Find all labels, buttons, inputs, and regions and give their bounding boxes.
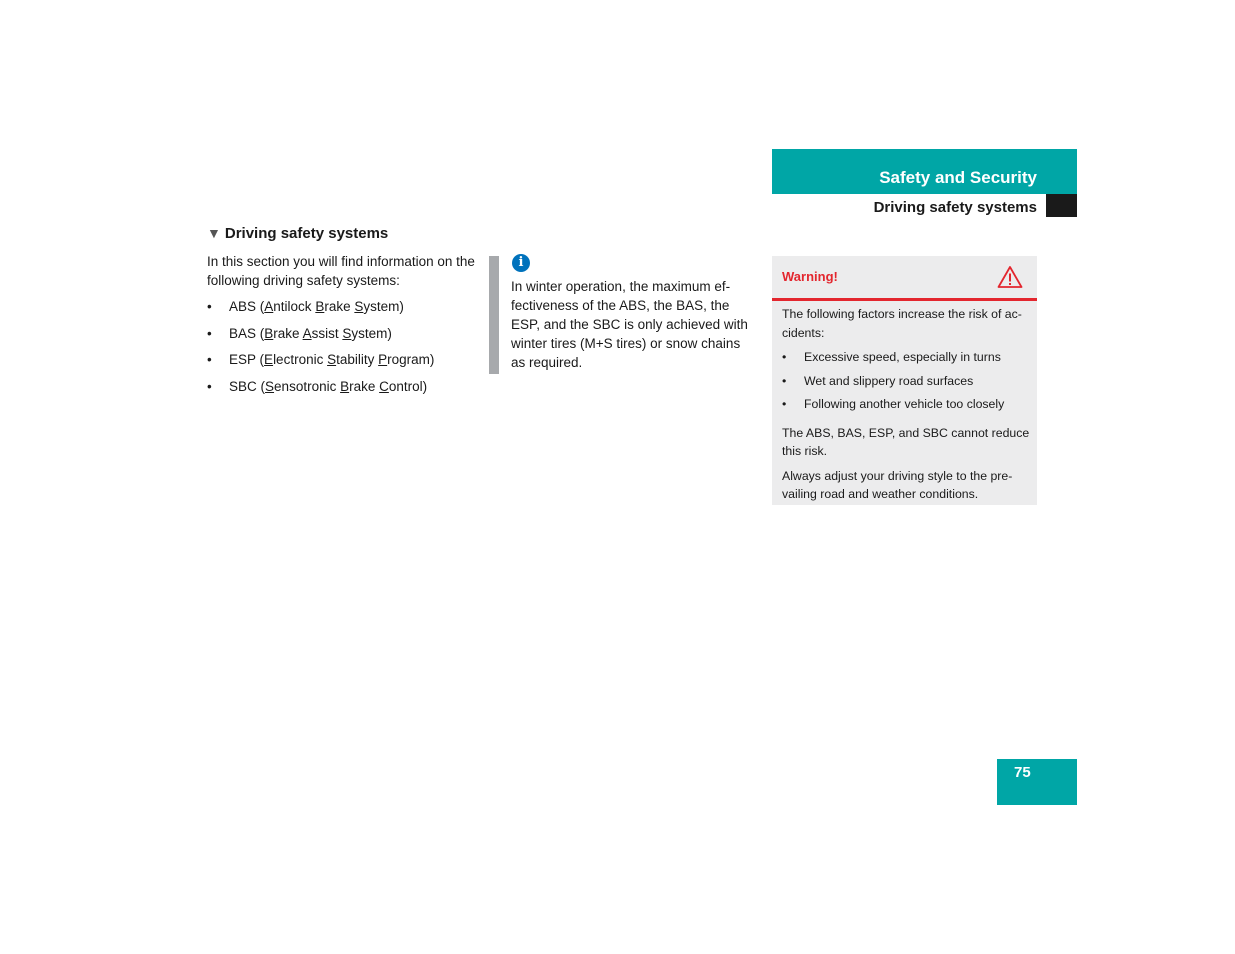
list-item: • ABS (Antilock Brake System) <box>207 299 404 314</box>
warning-box <box>772 256 1037 505</box>
bullet-icon: • <box>207 352 212 367</box>
intro-paragraph: In this section you will find information on the following driving safety systems: <box>207 254 475 288</box>
bullet-icon: • <box>207 325 212 341</box>
chapter-title: Safety and Security <box>879 168 1037 187</box>
warning-factors-list <box>782 348 1032 419</box>
page-number-box <box>997 759 1077 805</box>
chapter-header-bar <box>772 149 1077 194</box>
bullet-icon: • <box>207 299 212 314</box>
info-note-bar <box>489 256 499 374</box>
warning-label: Warning! <box>782 269 838 284</box>
section-heading-text: Driving safety systems <box>224 225 389 242</box>
section-marker-tab <box>1046 194 1077 217</box>
info-icon: i <box>512 254 530 272</box>
list-item: • Following another vehicle too closely <box>782 395 1032 419</box>
section-subtitle: Driving safety systems <box>873 199 1037 216</box>
warning-body <box>782 305 1032 504</box>
warning-header <box>772 256 1037 301</box>
bullet-icon: • <box>782 350 787 364</box>
page-number: 75 <box>1014 764 1031 781</box>
bullet-icon: • <box>782 397 787 411</box>
warning-triangle-icon <box>997 265 1023 289</box>
warning-advice: Always adjust your driving style to the pre-vailing road and weather conditions. <box>782 468 1013 501</box>
bullet-icon: • <box>782 373 787 388</box>
list-item: • ESP (Electronic Stability Program) <box>207 352 435 367</box>
systems-list <box>207 297 477 403</box>
bullet-icon: • <box>207 378 212 394</box>
warning-intro: The following factors increase the risk of ac-cidents: <box>782 307 1022 340</box>
warning-risk-note: The ABS, BAS, ESP, and SBC cannot reduce this risk. <box>782 425 1030 458</box>
info-note-text: In winter operation, the maximum ef-fectiveness of the ABS, the BAS, the ESP, and the SBC is only achieved with winter tires (M+S tires) or snow chains as required. <box>511 279 748 370</box>
list-item: • SBC (Sensotronic Brake Control) <box>207 378 428 394</box>
list-item: • BAS (Brake Assist System) <box>207 325 392 341</box>
list-item: • Wet and slippery road surfaces <box>782 372 1032 396</box>
list-item: • Excessive speed, especially in turns <box>782 348 1032 372</box>
triangle-down-icon: ▼ <box>207 225 221 241</box>
section-heading <box>207 225 388 242</box>
